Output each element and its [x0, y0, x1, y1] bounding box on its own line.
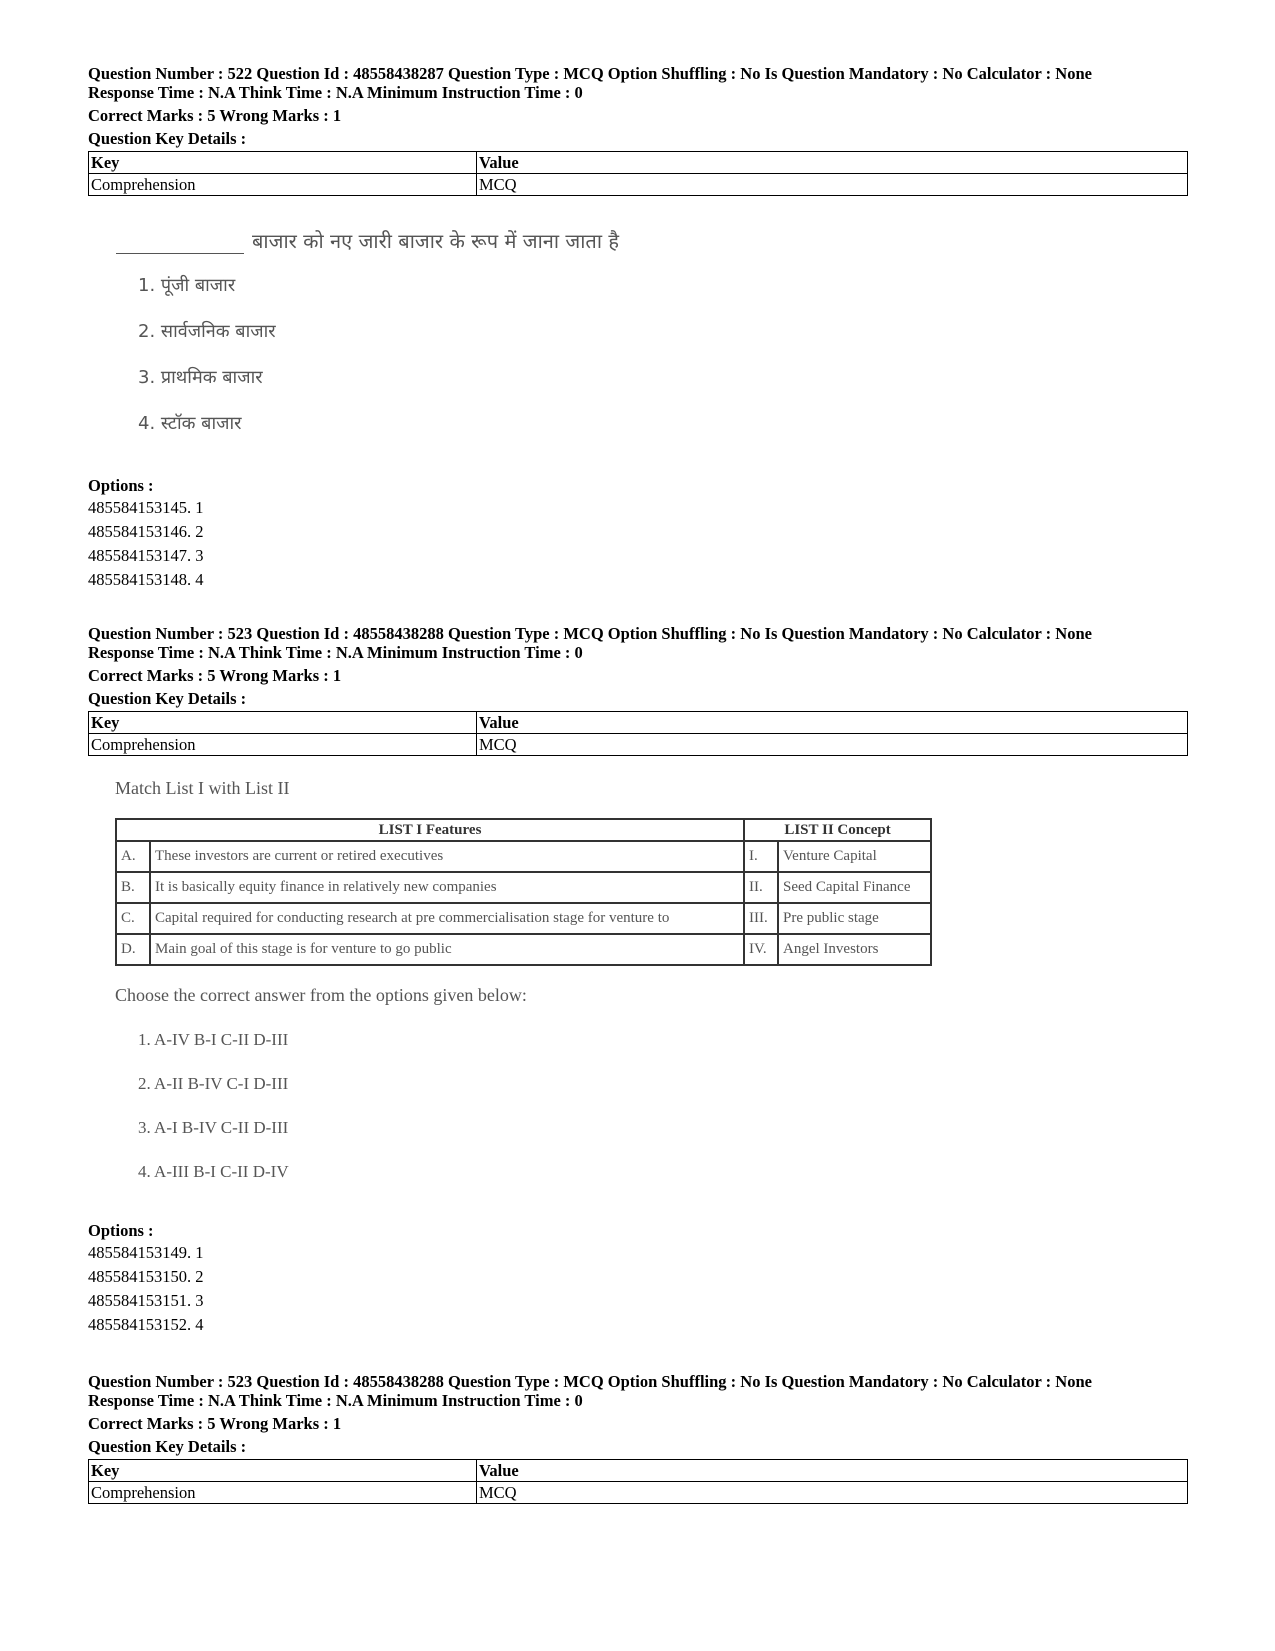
key-cell: Comprehension [89, 174, 477, 196]
list1-text: Capital required for conducting research at pre commercialisation stage for venture to [150, 903, 744, 934]
value-header: Value [477, 712, 1188, 734]
list2-text: Angel Investors [778, 934, 931, 965]
list1-letter: A. [116, 841, 150, 872]
marks-line: Correct Marks : 5 Wrong Marks : 1 [88, 106, 342, 125]
key-value-table [88, 1459, 1188, 1504]
instruction-text: Choose the correct answer from the options given below: [115, 985, 527, 1005]
choice-2: 2. A-II B-IV C-I D-III [138, 1074, 289, 1093]
marks-line: Correct Marks : 5 Wrong Marks : 1 [88, 1414, 342, 1433]
question-block-522 [88, 64, 1188, 196]
table-row [116, 872, 931, 903]
table-row [116, 934, 931, 965]
key-header: Key [89, 712, 477, 734]
key-value-table [88, 151, 1188, 196]
question-header-line2: Response Time : N.A Think Time : N.A Minimum Instruction Time : 0 [88, 83, 583, 102]
list1-text: These investors are current or retired executives [150, 841, 744, 872]
key-details-label: Question Key Details : [88, 689, 247, 708]
list2-numeral: II. [744, 872, 778, 903]
list2-text: Seed Capital Finance [778, 872, 931, 903]
value-cell: MCQ [477, 1482, 1188, 1504]
key-value-table [88, 711, 1188, 756]
list2-numeral: III. [744, 903, 778, 934]
options-block-522 [88, 476, 1188, 592]
table-row [116, 903, 931, 934]
list1-letter: D. [116, 934, 150, 965]
list2-text: Pre public stage [778, 903, 931, 934]
options-label: Options : [88, 1221, 154, 1240]
question-block-523 [88, 624, 1188, 756]
question-header-line2: Response Time : N.A Think Time : N.A Minimum Instruction Time : 0 [88, 643, 583, 662]
list1-text: It is basically equity finance in relatively new companies [150, 872, 744, 903]
key-cell: Comprehension [89, 1482, 477, 1504]
options-label: Options : [88, 476, 154, 495]
choice-3: 3. A-I B-IV C-II D-III [138, 1118, 289, 1137]
marks-line: Correct Marks : 5 Wrong Marks : 1 [88, 666, 342, 685]
question-header-line1: Question Number : 522 Question Id : 48558438287 Question Type : MCQ Option Shuffling : No Is Question Mandatory : No Calculator : None [88, 64, 1092, 83]
question-header-line1: Question Number : 523 Question Id : 48558438288 Question Type : MCQ Option Shuffling : No Is Question Mandatory : No Calculator : None [88, 1372, 1092, 1391]
match-table [115, 818, 932, 966]
option-item: 485584153149. 1 [88, 1243, 204, 1262]
value-header: Value [477, 152, 1188, 174]
option-item: 485584153150. 2 [88, 1267, 204, 1286]
list2-header: LIST II Concept [744, 819, 931, 841]
question-block-523-repeat [88, 1372, 1188, 1504]
option-item: 485584153151. 3 [88, 1291, 204, 1310]
list1-letter: C. [116, 903, 150, 934]
key-details-label: Question Key Details : [88, 1437, 247, 1456]
options-block-523 [88, 1221, 1188, 1337]
question-image-523 [88, 778, 1188, 1188]
value-cell: MCQ [477, 174, 1188, 196]
question-image-522 [88, 225, 1188, 455]
option-item: 485584153146. 2 [88, 522, 204, 541]
question-stem: बाजार को नए जारी बाजार के रूप में जाना जाता है [116, 227, 619, 254]
choice-3: 3. प्राथमिक बाजार [138, 367, 263, 388]
list1-letter: B. [116, 872, 150, 903]
list1-header: LIST I Features [116, 819, 744, 841]
question-header-line2: Response Time : N.A Think Time : N.A Minimum Instruction Time : 0 [88, 1391, 583, 1410]
value-header: Value [477, 1460, 1188, 1482]
choice-2: 2. सार्वजनिक बाजार [138, 321, 276, 342]
option-item: 485584153145. 1 [88, 498, 204, 517]
question-header-line1: Question Number : 523 Question Id : 48558438288 Question Type : MCQ Option Shuffling : No Is Question Mandatory : No Calculator : None [88, 624, 1092, 643]
option-item: 485584153148. 4 [88, 570, 204, 589]
list2-numeral: IV. [744, 934, 778, 965]
list2-text: Venture Capital [778, 841, 931, 872]
question-stem: Match List I with List II [115, 778, 290, 798]
list2-numeral: I. [744, 841, 778, 872]
choice-4: 4. A-III B-I C-II D-IV [138, 1162, 289, 1181]
choice-4: 4. स्टॉक बाजार [138, 413, 242, 434]
key-header: Key [89, 1460, 477, 1482]
choice-1: 1. पूंजी बाजार [138, 275, 236, 296]
fill-blank [116, 253, 244, 254]
key-details-label: Question Key Details : [88, 129, 247, 148]
option-item: 485584153147. 3 [88, 546, 204, 565]
value-cell: MCQ [477, 734, 1188, 756]
key-cell: Comprehension [89, 734, 477, 756]
option-item: 485584153152. 4 [88, 1315, 204, 1334]
choice-1: 1. A-IV B-I C-II D-III [138, 1030, 289, 1049]
key-header: Key [89, 152, 477, 174]
table-row [116, 841, 931, 872]
list1-text: Main goal of this stage is for venture to go public [150, 934, 744, 965]
